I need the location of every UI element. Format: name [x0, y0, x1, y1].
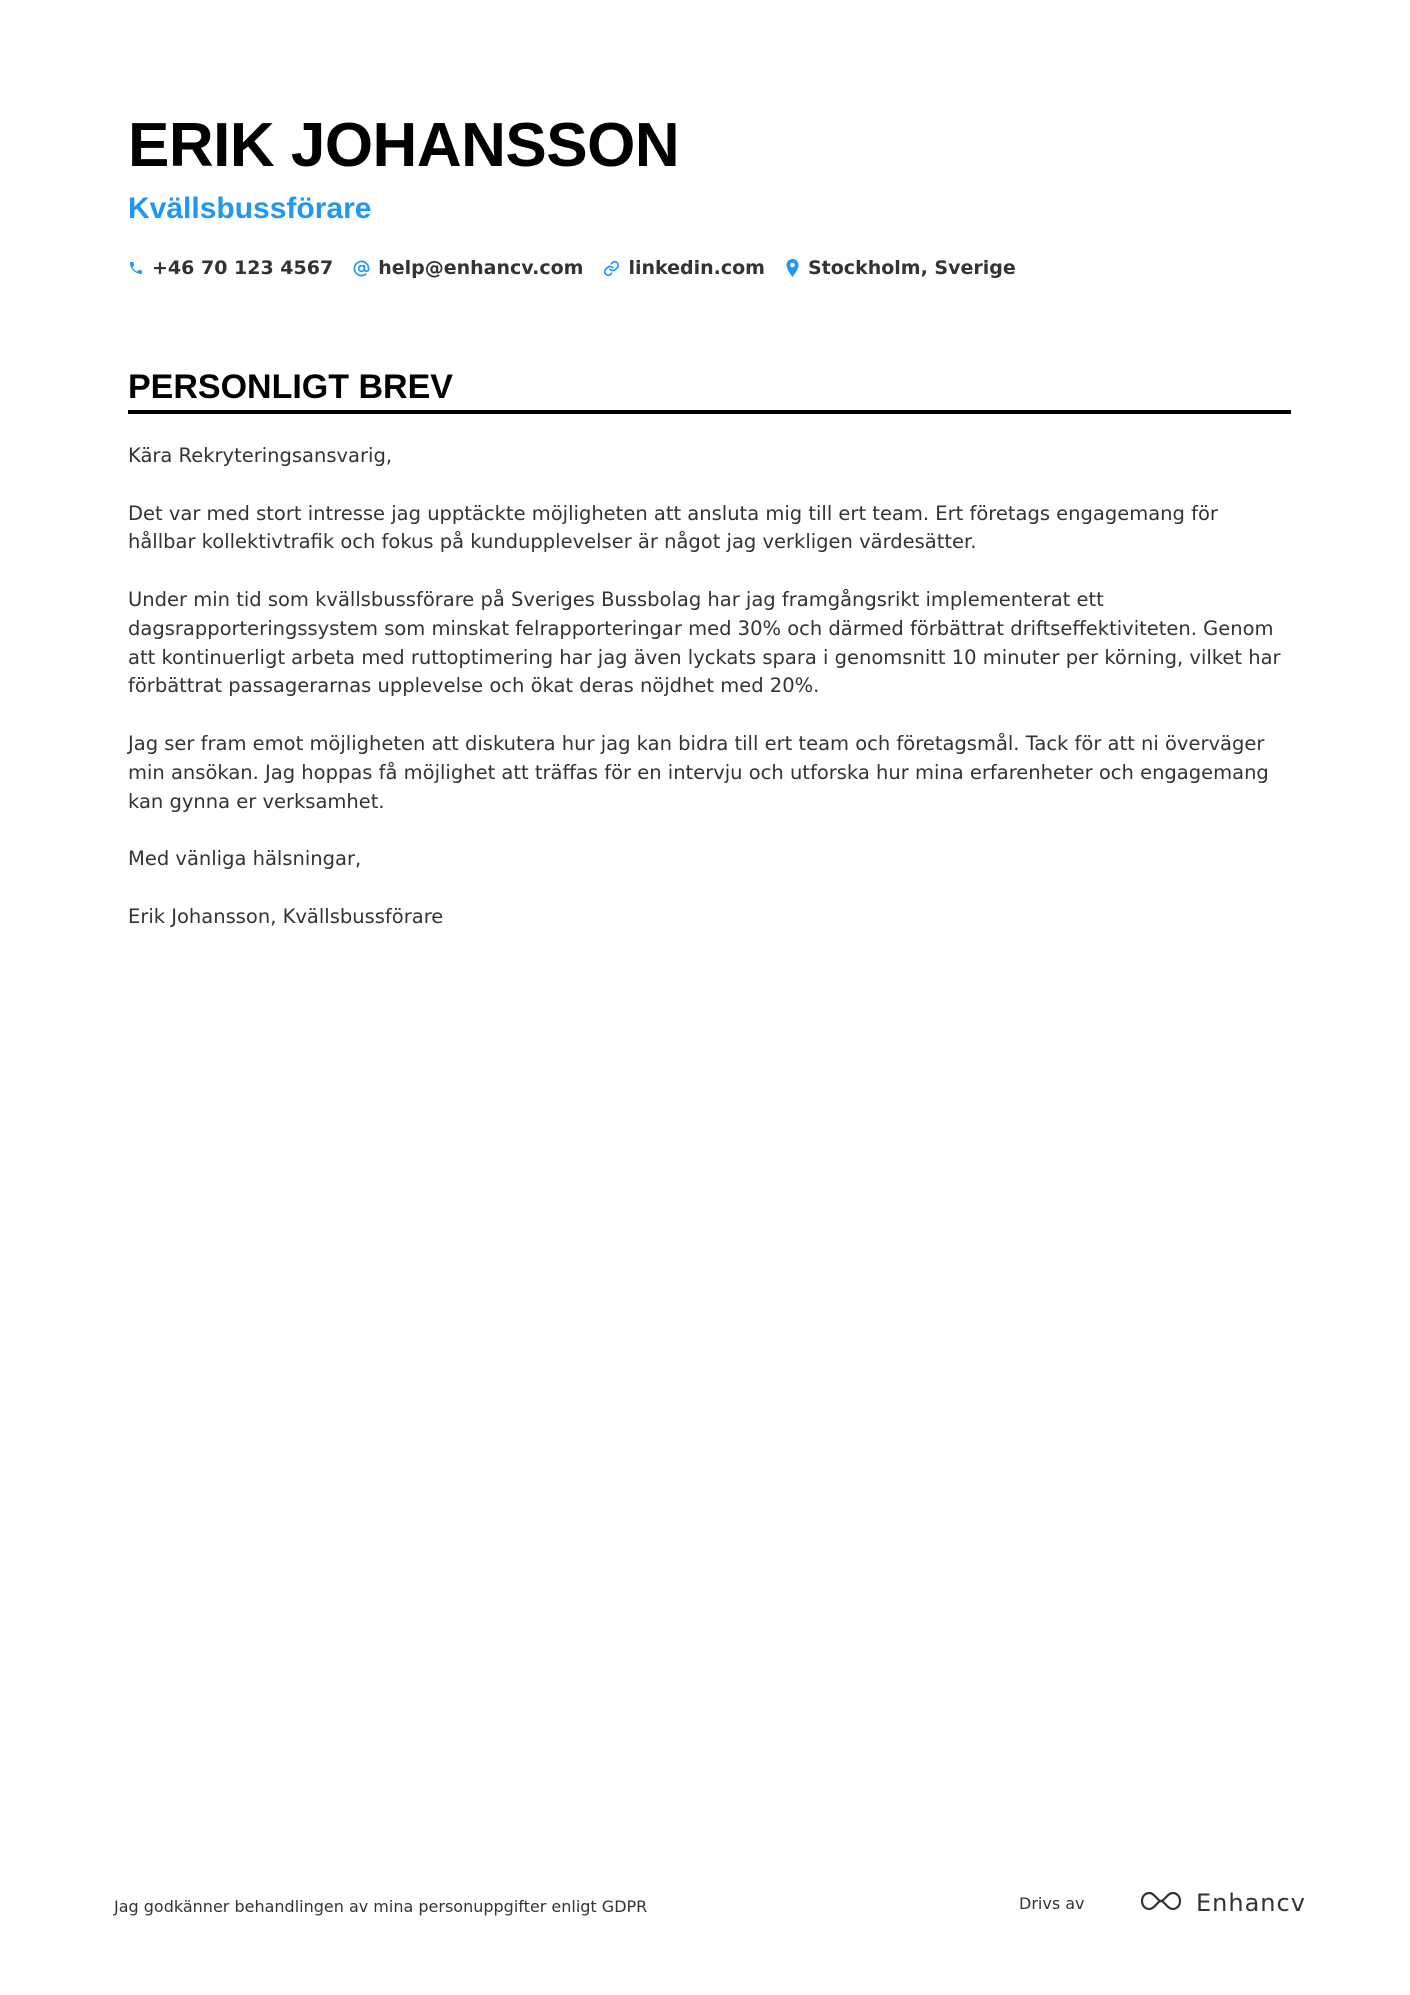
letter-paragraph: Jag ser fram emot möjligheten att diskutera hur jag kan bidra till ert team och företagsmål. Tack för att ni överväger min ansökan. Jag hoppas få möjlighet att träffas för en intervju och utforska hur mina erfarenheter och engagemang kan gynna er verksamhet. [128, 731, 1269, 813]
contact-email [353, 254, 583, 282]
phone-number: +46 70 123 4567 [152, 257, 334, 279]
candidate-name: ERIK JOHANSSON [128, 111, 680, 180]
contact-link [603, 254, 765, 282]
link-icon [603, 260, 620, 277]
powered-by-label: Drivs av [1019, 1894, 1085, 1913]
section-divider [128, 410, 1291, 414]
contact-location [785, 254, 1016, 282]
contact-phone [128, 254, 333, 282]
contact-bar [128, 254, 1016, 282]
profile-link[interactable]: linkedin.com [628, 257, 765, 279]
letter-body [128, 442, 1291, 960]
map-pin-icon [785, 259, 800, 277]
letter-paragraph: Under min tid som kvällsbussförare på Sveriges Bussbolag har jag framgångsrikt implementerat ett dagsrapporteringssystem som minskat felrapporteringar med 30% och därmed förbättrat driftseffektiviteten. Genom att kontinuerligt arbeta med ruttoptimering har jag även lyckats spara i genomsnitt 10 minuter per körning, vilket har förbättrat passagerarnas upplevelse och ökat deras nöjdhet med 20%. [128, 587, 1281, 698]
letter-closing: Med vänliga hälsningar, [128, 847, 362, 871]
phone-icon [128, 260, 144, 276]
email-address[interactable]: help@enhancv.com [378, 257, 584, 279]
letter-paragraph: Det var med stort intresse jag upptäckte möjligheten att ansluta mig till ert team. Ert företags engagemang för hållbar kollektivtrafik och fokus på kundupplevelser är något jag verkligen värdesätter. [128, 501, 1218, 554]
location-text: Stockholm, Sverige [807, 257, 1016, 279]
at-sign-icon [353, 260, 370, 277]
gdpr-consent: Jag godkänner behandlingen av mina personuppgifter enligt GDPR [114, 1897, 648, 1916]
section-title: PERSONLIGT BREV [128, 368, 453, 406]
brand-name: Enhancv [1196, 1889, 1306, 1917]
candidate-role: Kvällsbussförare [128, 192, 372, 225]
letter-greeting: Kära Rekryteringsansvarig, [128, 444, 393, 467]
brand-logo[interactable] [1138, 1888, 1306, 1918]
letter-signature: Erik Johansson, Kvällsbussförare [128, 904, 444, 928]
enhancv-logo-icon [1138, 1888, 1184, 1918]
